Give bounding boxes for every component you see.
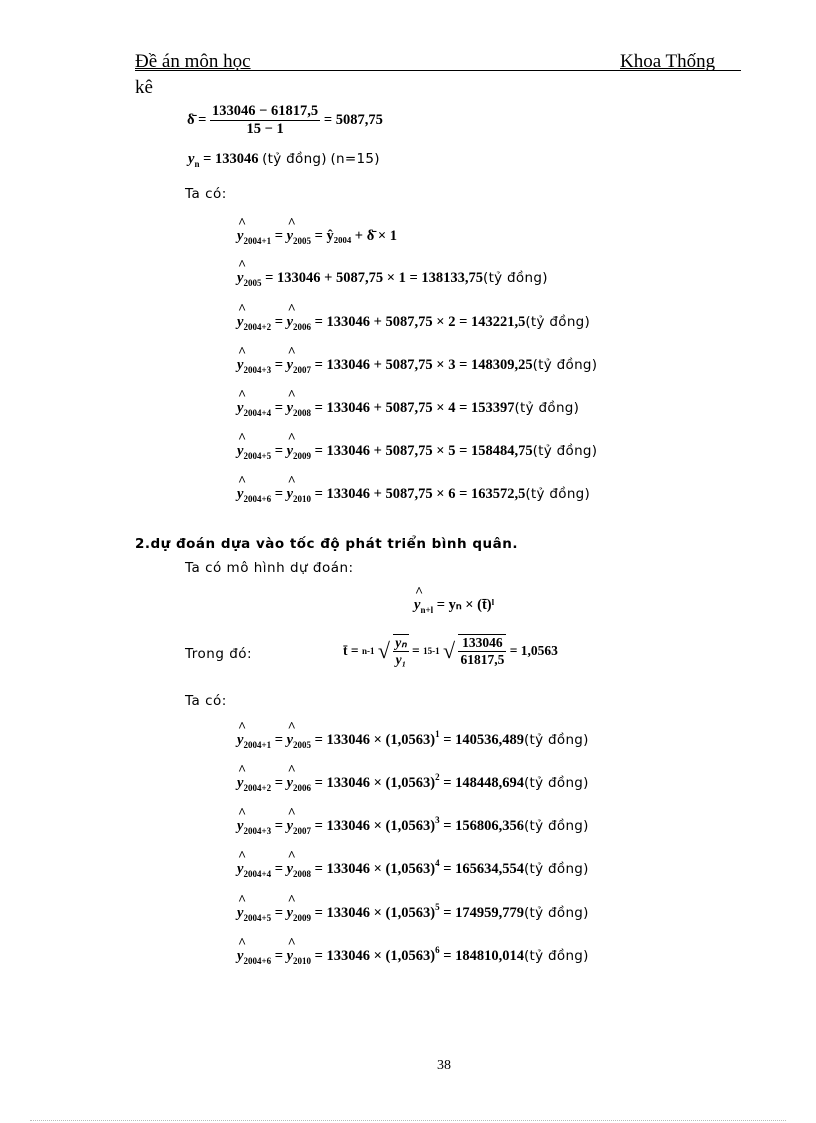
section2-row: ^ $y_{2004+3}$ = ^ $y_{2007} = 133046 \times (1,0563)^3$ = 156806,356(tỷ đồng) xyxy=(237,818,589,835)
page-bottom-border xyxy=(30,1120,786,1121)
section2-heading: 2.dự đoán dựa vào tốc độ phát triển bình quân. xyxy=(135,536,518,552)
delta-formula xyxy=(187,103,383,138)
row-unit: (tỷ đồng) xyxy=(525,314,591,330)
row-exp: 6 xyxy=(435,945,440,955)
section2-row: ^ $y_{2004+1}$ = ^ $y_{2005} = 133046 \times (1,0563)^1$ = 140536,489(tỷ đồng) xyxy=(237,732,589,749)
row-rhs: = 133046 + 5087,75 × 1 = 138133,75 xyxy=(265,270,483,286)
tbar-frac2-den: 61817,5 xyxy=(460,652,505,667)
yn-line: $y_n = 133046$ (tỷ đồng) (n=15) xyxy=(188,151,380,169)
row-base: = 133046 × (1,0563) xyxy=(314,861,436,877)
row-unit: (tỷ đồng) xyxy=(483,270,548,286)
header-continued: kê xyxy=(135,77,153,98)
section1-row: ^ $y_{2004+5}$ = ^ $y_{2009} = 133046 + 5087,75 \times 5$ = 158484,75(tỷ đồng) xyxy=(237,443,597,460)
yn-expr: = 133046 xyxy=(203,151,259,167)
tbar-frac1-den: y₁ xyxy=(395,652,407,667)
section2-row: ^ $y_{2004+4}$ = ^ $y_{2008} = 133046 \times (1,0563)^4$ = 165634,554(tỷ đồng) xyxy=(237,861,589,878)
row-base: = 133046 × (1,0563) xyxy=(314,818,436,834)
section1-row: ^ $y_{2004+6}$ = ^ $y_{2010} = 133046 + 5087,75 \times 6$ = 163572,5(tỷ đồng) xyxy=(237,486,590,503)
tbar-root2: 15-1 xyxy=(423,646,440,656)
delta-lhs: δ̄ = xyxy=(187,112,207,128)
section2-row: ^ $y_{2004+2}$ = ^ $y_{2006} = 133046 \times (1,0563)^2$ = 148448,694(tỷ đồng) xyxy=(237,775,589,792)
ta-co-2: Ta có: xyxy=(185,693,227,709)
row-exp: 4 xyxy=(435,858,440,868)
page-number: 38 xyxy=(437,1058,451,1073)
tbar-lhs: t̄ = xyxy=(343,643,359,658)
row-unit: (tỷ đồng) xyxy=(514,400,580,416)
row-rhs: = 133046 + 5087,75 × 5 = 158484,75 xyxy=(314,443,533,459)
row-base: = 133046 × (1,0563) xyxy=(314,905,436,921)
row-result: = 184810,014 xyxy=(443,948,524,964)
row-unit: (tỷ đồng) xyxy=(523,775,589,791)
model-formula-rhs: = yₙ × (t̄)ˡ xyxy=(436,597,495,613)
row-unit: (tỷ đồng) xyxy=(525,486,591,502)
tbar-root1: n-1 xyxy=(361,646,375,656)
tbar-formula: t̄ = n-1 √ $\frac{\text{yₙ}}{\text{y₁}}$ = 15-1 √ $\frac{133046}{61817,5}$ = 1,0563 xyxy=(343,635,558,667)
delta-fraction xyxy=(210,103,320,138)
row-rhs: = ŷ₂₀₀₄ + δ̄ × 1 xyxy=(314,228,397,244)
row-rhs: = 133046 + 5087,75 × 4 = 153397 xyxy=(314,400,515,416)
section2-row: ^ $y_{2004+6}$ = ^ $y_{2010} = 133046 \times (1,0563)^6$ = 184810,014(tỷ đồng) xyxy=(237,948,589,965)
ta-co-1: Ta có: xyxy=(185,186,227,202)
header-right: Khoa Thống xyxy=(620,51,716,72)
yn-unit: (tỷ đồng) xyxy=(262,151,327,167)
row-unit: (tỷ đồng) xyxy=(523,905,589,921)
tbar-frac1 xyxy=(393,634,408,668)
section2-row: ^ $y_{2004+5}$ = ^ $y_{2009} = 133046 \times (1,0563)^5$ = 174959,779(tỷ đồng) xyxy=(237,905,589,922)
tbar-frac1-num: yₙ xyxy=(395,635,407,650)
row-rhs: = 133046 + 5087,75 × 3 = 148309,25 xyxy=(314,357,533,373)
row-exp: 5 xyxy=(435,902,440,912)
tbar-frac2-num: 133046 xyxy=(458,635,506,652)
section1-row: ^ $y_{2004+3}$ = ^ $y_{2007} = 133046 + 5087,75 \times 3$ = 148309,25(tỷ đồng) xyxy=(237,357,597,374)
section1-row: ^ $y_{2004+2}$ = ^ $y_{2006} = 133046 + 5087,75 \times 2$ = 143221,5(tỷ đồng) xyxy=(237,314,590,331)
row-result: = 140536,489 xyxy=(443,732,524,748)
row-rhs: = 133046 + 5087,75 × 2 = 143221,5 xyxy=(314,314,526,330)
row-base: = 133046 × (1,0563) xyxy=(314,732,436,748)
row-base: = 133046 × (1,0563) xyxy=(314,948,436,964)
tbar-result: = 1,0563 xyxy=(509,643,558,658)
row-exp: 2 xyxy=(435,772,440,782)
trong-do-label: Trong đó: xyxy=(185,646,253,662)
row-unit: (tỷ đồng) xyxy=(523,818,589,834)
row-result: = 174959,779 xyxy=(443,905,524,921)
model-intro: Ta có mô hình dự đoán: xyxy=(185,560,354,576)
delta-denominator: 15 − 1 xyxy=(246,121,284,137)
tbar-frac2 xyxy=(458,634,506,668)
row-result: = 148448,694 xyxy=(443,775,524,791)
row-unit: (tỷ đồng) xyxy=(532,443,598,459)
section1-row: ^ $y_{2005} = 133046 + 5087,75 \times 1$ = 138133,75(tỷ đồng) xyxy=(237,270,548,287)
row-result: = 165634,554 xyxy=(443,861,524,877)
row-rhs: = 133046 + 5087,75 × 6 = 163572,5 xyxy=(314,486,526,502)
delta-numerator: 133046 − 61817,5 xyxy=(212,103,319,119)
delta-result: = 5087,75 xyxy=(323,112,383,128)
row-unit: (tỷ đồng) xyxy=(523,861,589,877)
model-formula: ^ $y_{n+l} = y_n$ × (t̄)ˡ xyxy=(414,597,494,614)
section1-row: ^ $y_{2004+4}$ = ^ $y_{2008} = 133046 + 5087,75 \times 4$ = 153397(tỷ đồng) xyxy=(237,400,579,417)
header-left: Đề án môn học xyxy=(135,51,251,72)
row-result: = 156806,356 xyxy=(443,818,524,834)
row-exp: 3 xyxy=(435,815,440,825)
row-unit: (tỷ đồng) xyxy=(532,357,598,373)
row-base: = 133046 × (1,0563) xyxy=(314,775,436,791)
header-rule xyxy=(135,70,741,71)
row-unit: (tỷ đồng) xyxy=(523,948,589,964)
section1-row: ^ $y_{2004+1}$ = ^ $y_{2005}$ = ŷ₂₀₀₄ + δ̄ × 1 xyxy=(237,228,397,245)
row-exp: 1 xyxy=(435,729,440,739)
yn-note: (n=15) xyxy=(330,151,380,167)
row-unit: (tỷ đồng) xyxy=(523,732,589,748)
